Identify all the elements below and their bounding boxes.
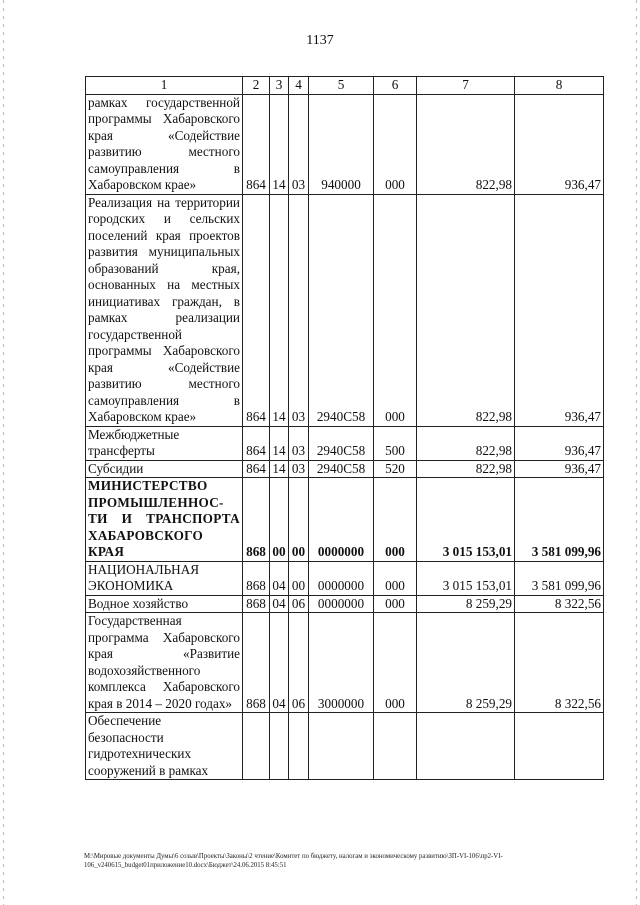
row-section-cell: 14: [270, 94, 289, 194]
header-cell: 5: [309, 77, 374, 95]
row-amount-2017-cell: 8 322,56: [515, 613, 604, 713]
table-row: [86, 460, 604, 478]
row-type-cell: 000: [374, 561, 417, 595]
row-name-cell: Водное хозяйство: [86, 595, 243, 613]
row-name-cell: Межбюджетные трансферты: [86, 426, 243, 460]
scan-edge-left: [3, 0, 4, 905]
row-type-cell: [374, 713, 417, 780]
row-target-cell: 0000000: [309, 478, 374, 562]
row-section-cell: 14: [270, 426, 289, 460]
budget-table: [85, 76, 604, 780]
table-row: [86, 426, 604, 460]
row-subsection-cell: 06: [289, 595, 309, 613]
header-cell: 8: [515, 77, 604, 95]
row-subsection-cell: 00: [289, 478, 309, 562]
header-cell: 7: [417, 77, 515, 95]
row-type-cell: 000: [374, 478, 417, 562]
row-code-cell: 864: [243, 460, 270, 478]
row-section-cell: 04: [270, 595, 289, 613]
row-subsection-cell: 03: [289, 460, 309, 478]
row-type-cell: 000: [374, 94, 417, 194]
row-name-cell: Реализация на территории городских и сельских поселений края проектов развития муниципальных образований края, основанных на местных инициативах граждан, в рамках реализации государственной программы Хабаровского края «Содействие развитию местного самоуправления в Хабаровском крае»: [86, 194, 243, 426]
row-name-cell: НАЦИОНАЛЬНАЯ ЭКОНОМИКА: [86, 561, 243, 595]
row-amount-2016-cell: 822,98: [417, 426, 515, 460]
row-section-cell: 04: [270, 561, 289, 595]
row-target-cell: 0000000: [309, 595, 374, 613]
row-name-cell: Субсидии: [86, 460, 243, 478]
row-section-cell: 14: [270, 460, 289, 478]
row-target-cell: 2940С58: [309, 460, 374, 478]
page-number: 1137: [306, 33, 334, 48]
row-amount-2017-cell: 3 581 099,96: [515, 478, 604, 562]
row-name-cell: Государственная программа Хабаровского края «Развитие водохозяйственного комплекса Хабаровского края в 2014 – 2020 годах»: [86, 613, 243, 713]
row-type-cell: 000: [374, 595, 417, 613]
row-code-cell: 868: [243, 613, 270, 713]
table-row: [86, 194, 604, 426]
row-target-cell: 2940С58: [309, 194, 374, 426]
row-section-cell: 14: [270, 194, 289, 426]
row-amount-2017-cell: [515, 713, 604, 780]
table-row: [86, 713, 604, 780]
row-section-cell: [270, 713, 289, 780]
row-amount-2017-cell: 936,47: [515, 426, 604, 460]
row-amount-2016-cell: 822,98: [417, 460, 515, 478]
scan-edge-right: [636, 0, 637, 905]
row-amount-2016-cell: 3 015 153,01: [417, 478, 515, 562]
row-subsection-cell: 00: [289, 561, 309, 595]
row-subsection-cell: 03: [289, 426, 309, 460]
header-row: [86, 77, 604, 95]
table-row: [86, 561, 604, 595]
row-type-cell: 520: [374, 460, 417, 478]
row-code-cell: 864: [243, 426, 270, 460]
file-path-footer: M:\Мировые документы Думы\6 созыв\Проекты\Законы\2 чтение\Комитет по бюджету, налогам и экономическому развитию\ЗП-VI-106\пр2-VI-106_v240615_budget01приложение10.docx\Бюджет\24.06.2015 8:45:51: [84, 853, 503, 869]
row-amount-2017-cell: 3 581 099,96: [515, 561, 604, 595]
row-subsection-cell: 06: [289, 613, 309, 713]
row-target-cell: 940000: [309, 94, 374, 194]
table-row: [86, 94, 604, 194]
row-section-cell: 00: [270, 478, 289, 562]
row-target-cell: 2940С58: [309, 426, 374, 460]
row-name-cell: МИНИСТЕРСТВО ПРОМЫШЛЕННОС-ТИ И ТРАНСПОРТА ХАБАРОВСКОГО КРАЯ: [86, 478, 243, 562]
row-amount-2017-cell: 936,47: [515, 460, 604, 478]
header-cell: 1: [86, 77, 243, 95]
header-cell: 4: [289, 77, 309, 95]
table-row: [86, 613, 604, 713]
row-code-cell: 868: [243, 595, 270, 613]
row-target-cell: 3000000: [309, 613, 374, 713]
row-code-cell: 864: [243, 194, 270, 426]
row-code-cell: 864: [243, 94, 270, 194]
row-type-cell: 500: [374, 426, 417, 460]
row-amount-2016-cell: 3 015 153,01: [417, 561, 515, 595]
row-amount-2016-cell: [417, 713, 515, 780]
header-cell: 2: [243, 77, 270, 95]
row-amount-2017-cell: 8 322,56: [515, 595, 604, 613]
row-code-cell: 868: [243, 478, 270, 562]
row-type-cell: 000: [374, 194, 417, 426]
header-cell: 3: [270, 77, 289, 95]
header-cell: 6: [374, 77, 417, 95]
row-code-cell: [243, 713, 270, 780]
row-amount-2016-cell: 8 259,29: [417, 613, 515, 713]
row-name-cell: рамках государственной программы Хабаровского края «Содействие развитию местного самоуправления в Хабаровском крае»: [86, 94, 243, 194]
row-amount-2016-cell: 822,98: [417, 94, 515, 194]
row-type-cell: 000: [374, 613, 417, 713]
row-target-cell: [309, 713, 374, 780]
row-name-cell: Обеспечение безопасности гидротехнических сооружений в рамках: [86, 713, 243, 780]
row-code-cell: 868: [243, 561, 270, 595]
row-section-cell: 04: [270, 613, 289, 713]
table-row: [86, 478, 604, 562]
row-subsection-cell: 03: [289, 194, 309, 426]
row-subsection-cell: [289, 713, 309, 780]
row-target-cell: 0000000: [309, 561, 374, 595]
row-amount-2016-cell: 8 259,29: [417, 595, 515, 613]
row-subsection-cell: 03: [289, 94, 309, 194]
table-row: [86, 595, 604, 613]
row-amount-2017-cell: 936,47: [515, 94, 604, 194]
row-amount-2016-cell: 822,98: [417, 194, 515, 426]
row-amount-2017-cell: 936,47: [515, 194, 604, 426]
